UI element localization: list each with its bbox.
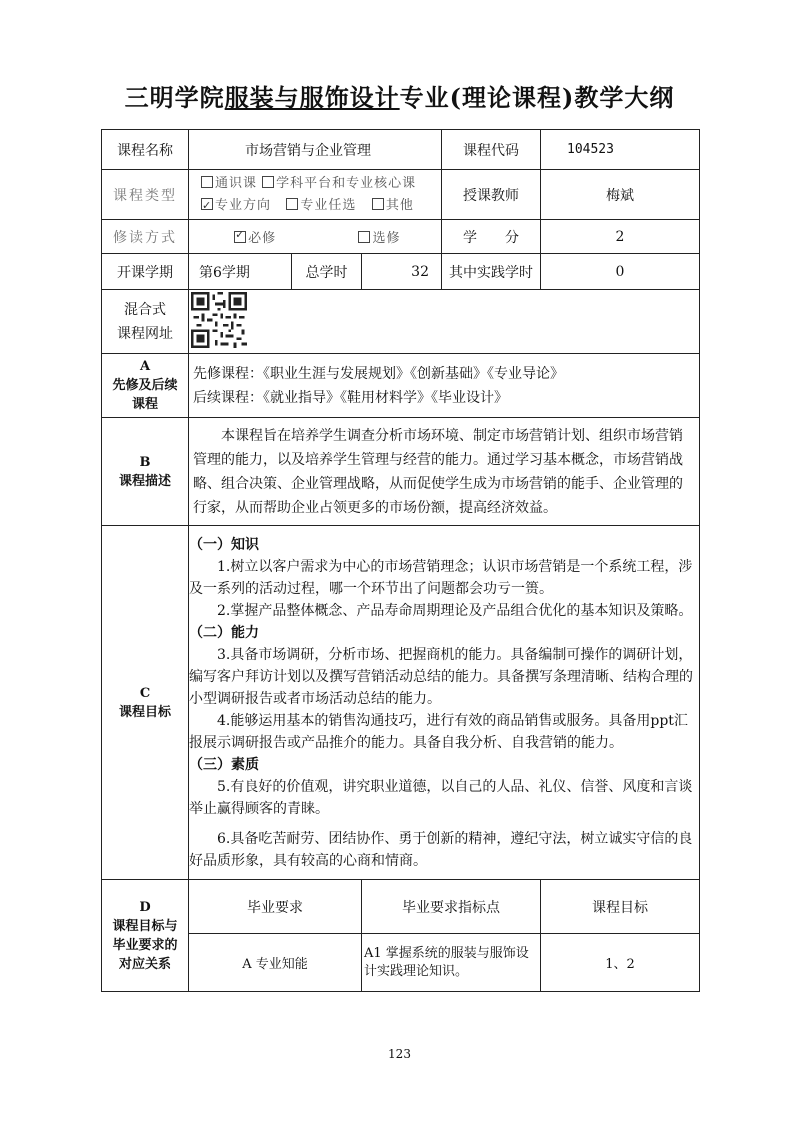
checkbox-general[interactable]	[201, 176, 213, 188]
section-d-label: D 课程目标与 毕业要求的 对应关系	[102, 880, 189, 992]
checkbox-elective[interactable]	[286, 198, 298, 210]
row-section-c	[102, 526, 700, 880]
checkbox-optional[interactable]	[358, 231, 370, 243]
course-description: 本课程旨在培养学生调查分析市场环境、制定市场营销计划、组织市场营销管理的能力，以及培养学生管理与经营的能力。通过学习基本概念，市场营销战略、组合决策、企业管理战略，从而促使学生成为市场营销的能手、企业管理的行家，从而帮助企业占领更多的市场份额，提高经济效益。	[189, 418, 700, 526]
course-type-options: 通识课 学科平台和专业核心课 ✓专业方向 专业任选 其他	[189, 170, 442, 220]
objective-item: 1.树立以客户需求为中心的市场营销理念；认识市场营销是一个系统工程，涉及一系列的活动过程，哪一个环节出了问题都会功亏一篑。	[189, 558, 693, 597]
course-objectives	[189, 526, 700, 880]
study-mode-label: 修读方式	[102, 220, 189, 254]
row-course-url	[102, 290, 700, 354]
objective-heading-ability: （二）能力	[189, 624, 259, 641]
course-code-label: 课程代码	[442, 130, 541, 170]
objective-item: 2.掌握产品整体概念、产品寿命周期理论及产品组合优化的基本知识及策略。	[217, 602, 693, 619]
row-section-d-header	[102, 880, 700, 934]
credit-label: 学 分	[442, 220, 541, 254]
indicator-point-header: 毕业要求指标点	[362, 880, 541, 934]
page-title: 三明学院服装与服饰设计专业(理论课程)教学大纲	[124, 83, 675, 112]
course-url-label: 混合式 课程网址	[102, 290, 189, 354]
objective-heading-quality: （三）素质	[189, 756, 259, 773]
row-study-mode	[102, 220, 700, 254]
total-hours-value: 32	[362, 254, 442, 290]
semester-label: 开课学期	[102, 254, 189, 290]
course-name-value: 市场营销与企业管理	[189, 130, 442, 170]
indicator-point-cell: A1 掌握系统的服装与服饰设计实践理论知识。	[362, 934, 541, 992]
syllabus-table	[101, 129, 700, 992]
graduation-requirement-header: 毕业要求	[189, 880, 362, 934]
page-number: 123	[388, 1047, 411, 1061]
row-section-a	[102, 354, 700, 418]
objective-item: 6.具备吃苦耐劳、团结协作、勇于创新的精神，遵纪守法，树立诚实守信的良好品质形象，具有较高的心商和情商。	[189, 830, 693, 869]
section-c-label: C 课程目标	[102, 526, 189, 880]
course-type-label: 课程类型	[102, 170, 189, 220]
row-semester	[102, 254, 700, 290]
credit-value: 2	[541, 220, 700, 254]
qr-code-icon[interactable]	[191, 292, 247, 348]
row-section-b	[102, 418, 700, 526]
row-course-name	[102, 130, 700, 170]
practice-hours-value: 0	[541, 254, 700, 290]
objective-heading-knowledge: （一）知识	[189, 536, 259, 553]
follow-up-courses: 后续课程：《就业指导》《鞋用材料学》《毕业设计》	[193, 389, 508, 406]
objective-item: 4.能够运用基本的销售沟通技巧，进行有效的商品销售或服务。具备用ppt汇报展示调研报告或产品推介的能力。具备自我分析、自我营销的能力。	[189, 712, 688, 751]
total-hours-label: 总学时	[292, 254, 362, 290]
row-section-d-1	[102, 934, 700, 992]
course-url-cell	[189, 290, 700, 354]
course-objective-cell: 1、2	[541, 934, 700, 992]
course-objective-header: 课程目标	[541, 880, 700, 934]
teacher-value: 梅斌	[541, 170, 700, 220]
objective-item: 3.具备市场调研，分析市场、把握商机的能力。具备编制可操作的调研计划，编写客户拜访计划以及撰写营销活动总结的能力。具备撰写条理清晰、结构合理的小型调研报告或者市场活动总结的能力。	[189, 646, 693, 707]
objective-item: 5.有良好的价值观，讲究职业道德，以自己的人品、礼仪、信誉、风度和言谈举止赢得顾客的青睐。	[189, 778, 693, 817]
semester-value: 第6学期	[189, 254, 292, 290]
row-course-type	[102, 170, 700, 220]
section-a-label: A 先修及后续 课程	[102, 354, 189, 418]
checkbox-platform[interactable]	[262, 176, 274, 188]
course-code-value: 104523	[541, 130, 700, 170]
study-mode-options: ✓ 必修 选修	[189, 220, 442, 254]
graduation-requirement-cell: A 专业知能	[189, 934, 362, 992]
practice-hours-label: 其中实践学时	[442, 254, 541, 290]
prerequisite-courses: 先修课程：《职业生涯与发展规划》《创新基础》《专业导论》	[193, 365, 564, 382]
checkbox-other[interactable]	[372, 198, 384, 210]
teacher-label: 授课教师	[442, 170, 541, 220]
checkbox-required[interactable]	[234, 231, 246, 243]
checkbox-direction[interactable]	[201, 198, 213, 210]
section-a-content	[189, 354, 700, 418]
course-name-label: 课程名称	[102, 130, 189, 170]
section-b-label: B 课程描述	[102, 418, 189, 526]
